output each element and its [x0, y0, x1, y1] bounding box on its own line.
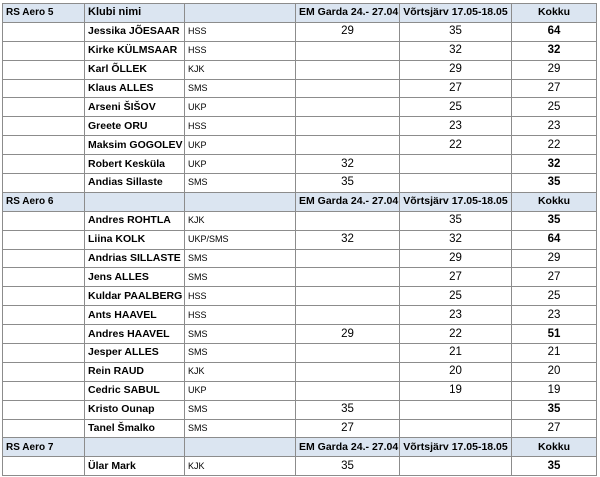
- empty-cell: [3, 287, 85, 306]
- sailor-name: Cedric SABUL: [85, 381, 185, 400]
- total-column-header: Kokku: [512, 192, 597, 211]
- total-points: 29: [512, 60, 597, 79]
- table-row: [3, 419, 597, 438]
- sailor-name: Rein RAUD: [85, 362, 185, 381]
- empty-cell: [3, 400, 85, 419]
- total-points: 29: [512, 249, 597, 268]
- race2-column-header: Võrtsjärv 17.05-18.05: [400, 192, 512, 211]
- race1-points: [296, 211, 400, 230]
- race1-points: 29: [296, 325, 400, 344]
- section-header-row: [3, 4, 597, 23]
- empty-header-cell: [185, 438, 296, 457]
- race2-points: 29: [400, 60, 512, 79]
- sailor-name: Jessika JÕESAAR: [85, 22, 185, 41]
- race1-points: 35: [296, 174, 400, 193]
- empty-header-cell: [185, 4, 296, 23]
- club-name: KJK: [185, 362, 296, 381]
- race2-points: [400, 457, 512, 476]
- club-name: UKP: [185, 381, 296, 400]
- race2-points: 32: [400, 41, 512, 60]
- total-points: 20: [512, 362, 597, 381]
- club-name: HSS: [185, 117, 296, 136]
- sailor-name: Ülar Mark: [85, 457, 185, 476]
- total-points: 27: [512, 268, 597, 287]
- race2-points: [400, 400, 512, 419]
- race2-points: [400, 174, 512, 193]
- class-title: RS Aero 5: [3, 4, 85, 23]
- table-row: [3, 211, 597, 230]
- table-row: [3, 230, 597, 249]
- race2-points: 27: [400, 79, 512, 98]
- total-points: 23: [512, 306, 597, 325]
- race2-points: 20: [400, 362, 512, 381]
- race1-column-header: EM Garda 24.- 27.04: [296, 192, 400, 211]
- table-row: [3, 155, 597, 174]
- total-points: 27: [512, 419, 597, 438]
- total-points: 23: [512, 117, 597, 136]
- club-name: UKP: [185, 155, 296, 174]
- sailor-name: Ants HAAVEL: [85, 306, 185, 325]
- empty-cell: [3, 306, 85, 325]
- race2-points: 22: [400, 136, 512, 155]
- sailor-name: Robert Kesküla: [85, 155, 185, 174]
- club-name: UKP: [185, 98, 296, 117]
- empty-cell: [3, 381, 85, 400]
- sailor-name: Andres ROHTLA: [85, 211, 185, 230]
- table-row: [3, 79, 597, 98]
- empty-cell: [3, 211, 85, 230]
- table-row: [3, 98, 597, 117]
- club-column-header: [85, 438, 185, 457]
- race2-points: 25: [400, 287, 512, 306]
- race2-points: 35: [400, 22, 512, 41]
- empty-cell: [3, 79, 85, 98]
- race1-points: [296, 287, 400, 306]
- total-points: 27: [512, 79, 597, 98]
- table-row: [3, 41, 597, 60]
- race1-points: [296, 381, 400, 400]
- empty-cell: [3, 174, 85, 193]
- race2-points: 32: [400, 230, 512, 249]
- empty-cell: [3, 344, 85, 363]
- club-name: SMS: [185, 325, 296, 344]
- race1-points: [296, 136, 400, 155]
- club-name: KJK: [185, 60, 296, 79]
- race1-points: [296, 41, 400, 60]
- class-title: RS Aero 7: [3, 438, 85, 457]
- results-table: [2, 3, 597, 476]
- total-column-header: Kokku: [512, 4, 597, 23]
- race1-points: 29: [296, 22, 400, 41]
- section-header-row: [3, 192, 597, 211]
- race1-points: [296, 362, 400, 381]
- race2-points: [400, 155, 512, 174]
- club-name: SMS: [185, 79, 296, 98]
- club-column-header: [85, 192, 185, 211]
- table-row: [3, 287, 597, 306]
- table-row: [3, 362, 597, 381]
- club-name: HSS: [185, 287, 296, 306]
- table-row: [3, 381, 597, 400]
- table-row: [3, 306, 597, 325]
- club-name: KJK: [185, 211, 296, 230]
- table-row: [3, 400, 597, 419]
- sailor-name: Andias Sillaste: [85, 174, 185, 193]
- table-row: [3, 268, 597, 287]
- sailor-name: Maksim GOGOLEV: [85, 136, 185, 155]
- empty-cell: [3, 325, 85, 344]
- race2-points: [400, 419, 512, 438]
- total-points: 22: [512, 136, 597, 155]
- empty-cell: [3, 60, 85, 79]
- sailor-name: Greete ORU: [85, 117, 185, 136]
- empty-cell: [3, 457, 85, 476]
- class-title: RS Aero 6: [3, 192, 85, 211]
- total-points: 64: [512, 230, 597, 249]
- race2-points: 23: [400, 117, 512, 136]
- total-points: 35: [512, 211, 597, 230]
- club-name: SMS: [185, 268, 296, 287]
- sailor-name: Karl ÕLLEK: [85, 60, 185, 79]
- race1-points: 35: [296, 400, 400, 419]
- club-name: HSS: [185, 306, 296, 325]
- race1-points: [296, 306, 400, 325]
- table-row: [3, 249, 597, 268]
- table-row: [3, 174, 597, 193]
- race1-points: 32: [296, 230, 400, 249]
- race1-points: [296, 268, 400, 287]
- sailor-name: Andrias SILLASTE: [85, 249, 185, 268]
- sailor-name: Kristo Ounap: [85, 400, 185, 419]
- empty-cell: [3, 362, 85, 381]
- total-points: 19: [512, 381, 597, 400]
- empty-header-cell: [185, 192, 296, 211]
- race1-points: [296, 60, 400, 79]
- race2-column-header: Võrtsjärv 17.05-18.05: [400, 4, 512, 23]
- total-points: 35: [512, 400, 597, 419]
- race1-points: [296, 98, 400, 117]
- race2-points: 21: [400, 344, 512, 363]
- empty-cell: [3, 249, 85, 268]
- race2-points: 25: [400, 98, 512, 117]
- sailor-name: Arseni ŠIŠOV: [85, 98, 185, 117]
- table-row: [3, 60, 597, 79]
- total-column-header: Kokku: [512, 438, 597, 457]
- sailor-name: Jesper ALLES: [85, 344, 185, 363]
- total-points: 32: [512, 155, 597, 174]
- empty-cell: [3, 230, 85, 249]
- sailor-name: Klaus ALLES: [85, 79, 185, 98]
- race2-points: 29: [400, 249, 512, 268]
- total-points: 32: [512, 41, 597, 60]
- total-points: 64: [512, 22, 597, 41]
- table-row: [3, 136, 597, 155]
- race2-points: 19: [400, 381, 512, 400]
- race1-points: 35: [296, 457, 400, 476]
- sailor-name: Kirke KÜLMSAAR: [85, 41, 185, 60]
- total-points: 51: [512, 325, 597, 344]
- table-row: [3, 344, 597, 363]
- club-name: SMS: [185, 419, 296, 438]
- club-name: UKP/SMS: [185, 230, 296, 249]
- sailor-name: Liina KOLK: [85, 230, 185, 249]
- club-name: SMS: [185, 249, 296, 268]
- race1-column-header: EM Garda 24.- 27.04: [296, 438, 400, 457]
- club-name: UKP: [185, 136, 296, 155]
- race2-points: 27: [400, 268, 512, 287]
- total-points: 35: [512, 457, 597, 476]
- sailor-name: Tanel Šmalko: [85, 419, 185, 438]
- race1-points: [296, 117, 400, 136]
- race1-column-header: EM Garda 24.- 27.04: [296, 4, 400, 23]
- race2-points: 35: [400, 211, 512, 230]
- table-row: [3, 457, 597, 476]
- club-name: SMS: [185, 400, 296, 419]
- sailor-name: Andres HAAVEL: [85, 325, 185, 344]
- sailor-name: Jens ALLES: [85, 268, 185, 287]
- empty-cell: [3, 98, 85, 117]
- race1-points: [296, 344, 400, 363]
- race1-points: [296, 79, 400, 98]
- club-name: SMS: [185, 344, 296, 363]
- empty-cell: [3, 136, 85, 155]
- empty-cell: [3, 41, 85, 60]
- table-row: [3, 22, 597, 41]
- club-name: SMS: [185, 174, 296, 193]
- section-header-row: [3, 438, 597, 457]
- total-points: 35: [512, 174, 597, 193]
- sailor-name: Kuldar PAALBERG: [85, 287, 185, 306]
- empty-cell: [3, 268, 85, 287]
- empty-cell: [3, 22, 85, 41]
- race1-points: 32: [296, 155, 400, 174]
- race2-points: 23: [400, 306, 512, 325]
- club-name: HSS: [185, 22, 296, 41]
- empty-cell: [3, 117, 85, 136]
- total-points: 21: [512, 344, 597, 363]
- total-points: 25: [512, 287, 597, 306]
- race1-points: 27: [296, 419, 400, 438]
- race2-points: 22: [400, 325, 512, 344]
- empty-cell: [3, 419, 85, 438]
- club-column-header: Klubi nimi: [85, 4, 185, 23]
- table-row: [3, 325, 597, 344]
- empty-cell: [3, 155, 85, 174]
- club-name: KJK: [185, 457, 296, 476]
- race2-column-header: Võrtsjärv 17.05-18.05: [400, 438, 512, 457]
- total-points: 25: [512, 98, 597, 117]
- race1-points: [296, 249, 400, 268]
- table-row: [3, 117, 597, 136]
- club-name: HSS: [185, 41, 296, 60]
